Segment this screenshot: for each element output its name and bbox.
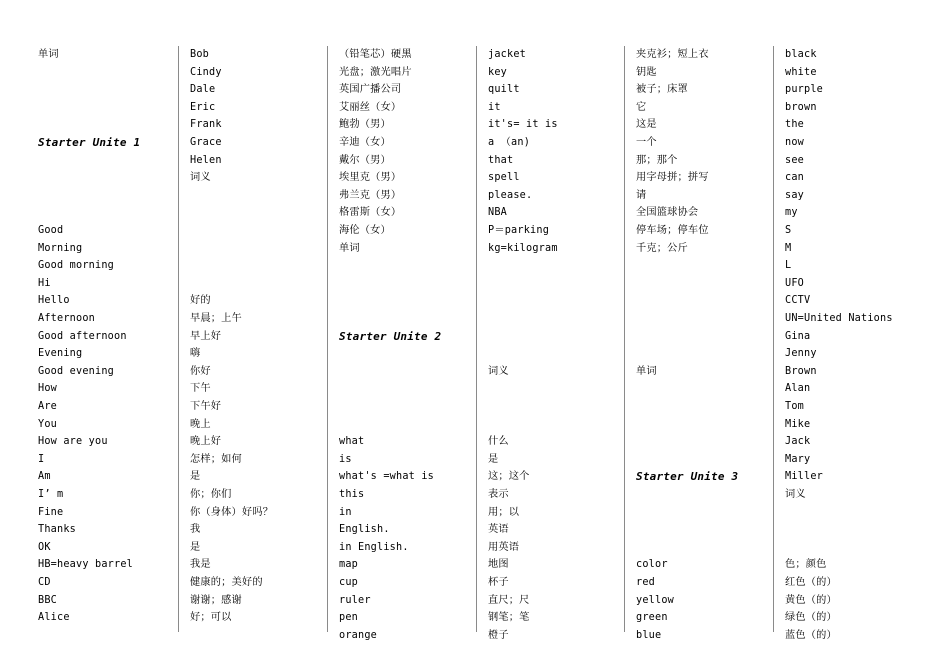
vocab-cell: 怎样；如何	[190, 453, 242, 465]
vocab-cell: what	[339, 436, 365, 448]
vocab-cell: quilt	[488, 84, 520, 96]
vocab-cell: 早上好	[190, 330, 222, 342]
vocab-cell: 嗨	[190, 348, 201, 360]
unit-heading: Starter Unite 2	[339, 329, 442, 343]
vocab-cell: 你（身体）好吗？	[190, 506, 274, 518]
vocab-cell: Fine	[38, 506, 64, 518]
column-6	[773, 46, 933, 641]
vocab-cell: 那；那个	[636, 154, 678, 166]
vocab-cell: purple	[785, 84, 824, 96]
vocab-cell: CD	[38, 577, 51, 588]
vocab-cell: 健康的；美好的	[190, 577, 263, 588]
vocab-cell: Gina	[785, 330, 811, 342]
vocab-cell: Jack	[785, 436, 811, 448]
vocab-cell: 辛迪（女）	[339, 137, 391, 148]
vocab-cell: Eric	[190, 101, 216, 113]
vocab-cell: 戴尔（男）	[339, 154, 391, 166]
vocab-cell: 地图	[488, 559, 509, 571]
vocab-cell: 我是	[190, 559, 211, 571]
vocab-cell: Alan	[785, 383, 811, 395]
vocab-cell: 停车场；停车位	[636, 225, 709, 236]
vocab-cell: 晚上好	[190, 436, 222, 448]
vocab-cell: see	[785, 154, 805, 166]
column-3	[327, 46, 475, 641]
vocab-cell: Am	[38, 471, 51, 483]
unit-heading: Starter Unite 1	[38, 136, 141, 149]
vocab-cell: Good afternoon	[38, 330, 127, 342]
vocab-cell: Brown	[785, 365, 817, 377]
vocab-cell: 英国广播公司	[339, 84, 402, 96]
vocab-cell: Hi	[38, 277, 51, 289]
vocab-cell: it	[488, 101, 501, 113]
vocab-cell: 蓝色（的）	[785, 629, 837, 641]
vocab-cell: 全国篮球协会	[636, 207, 699, 219]
vocab-cell: Mary	[785, 453, 811, 465]
vocab-cell: 杯子	[488, 577, 509, 588]
vocab-cell: a （an)	[488, 137, 531, 148]
vocab-cell: You	[38, 418, 58, 430]
vocab-cell: 鲍勃（男）	[339, 119, 391, 131]
vocab-cell: 下午	[190, 383, 211, 395]
vocab-cell: 海伦（女）	[339, 225, 391, 236]
vocab-cell: say	[785, 189, 805, 201]
vocab-cell: orange	[339, 629, 378, 641]
vocab-cell: UFO	[785, 277, 805, 289]
vocab-cell: Helen	[190, 154, 222, 166]
vocab-cell: please.	[488, 189, 533, 201]
vocab-cell: 绿色（的）	[785, 612, 837, 624]
vocab-cell: 红色（的）	[785, 577, 837, 588]
vocab-cell: 用英语	[488, 541, 520, 553]
vocab-cell: 词义	[190, 172, 211, 184]
vocab-cell: Tom	[785, 401, 805, 412]
vocab-cell: Dale	[190, 84, 216, 96]
vocab-cell: what's =what is	[339, 471, 435, 483]
column-4	[476, 46, 624, 641]
vocab-cell: 夹克衫；短上衣	[636, 49, 709, 60]
vocab-cell: color	[636, 559, 668, 571]
vocab-cell: that	[488, 154, 514, 166]
vocab-cell: can	[785, 172, 805, 184]
vocab-cell: 格雷斯（女）	[339, 207, 402, 219]
vocab-cell: I’ m	[38, 489, 64, 500]
column-5	[624, 46, 772, 641]
vocab-cell: 什么	[488, 436, 509, 448]
vocab-cell: spell	[488, 172, 520, 184]
vocab-cell: 英语	[488, 524, 509, 536]
vocab-cell: How are you	[38, 436, 108, 448]
vocab-cell: UN=United Nations	[785, 313, 893, 324]
vocab-cell: map	[339, 559, 359, 571]
vocab-cell: 单词	[38, 49, 59, 60]
vocab-cell: 光盘；激光唱片	[339, 66, 412, 78]
vocab-cell: jacket	[488, 49, 527, 60]
vocab-cell: 你；你们	[190, 489, 232, 500]
vocab-cell: HB=heavy barrel	[38, 559, 134, 571]
vocab-cell: Bob	[190, 49, 210, 60]
vocab-cell: 弗兰克（男）	[339, 189, 402, 201]
vocab-cell: OK	[38, 541, 51, 553]
vocab-cell: is	[339, 453, 352, 465]
vocab-cell: L	[785, 260, 792, 272]
vocab-cell: kg=kilogram	[488, 242, 558, 254]
vocab-cell: brown	[785, 101, 817, 113]
vocab-cell: 千克；公斤	[636, 242, 688, 254]
vocab-cell: 这；这个	[488, 471, 530, 483]
vocab-cell: the	[785, 119, 805, 131]
vocab-cell: 早晨；上午	[190, 313, 242, 324]
vocab-cell: Mike	[785, 418, 811, 430]
vocab-cell: 单词	[636, 365, 657, 377]
vocab-cell: Thanks	[38, 524, 77, 536]
vocab-cell: in	[339, 506, 352, 518]
vocab-cell: 用字母拼；拼写	[636, 172, 709, 184]
vocab-cell: 橙子	[488, 629, 509, 641]
vocab-cell: this	[339, 489, 365, 500]
vocab-cell: 钢笔；笔	[488, 612, 530, 624]
vocab-cell: black	[785, 49, 817, 60]
vocab-cell: 被子；床罩	[636, 84, 688, 96]
vocab-cell: 晚上	[190, 418, 211, 430]
vocab-cell: 我	[190, 524, 201, 536]
vocab-cell: NBA	[488, 207, 508, 219]
vocab-cell: 好的	[190, 295, 211, 307]
vocab-cell: 黄色（的）	[785, 594, 837, 606]
column-1	[38, 46, 176, 632]
vocab-cell: my	[785, 207, 798, 219]
column-2	[178, 46, 326, 632]
vocab-cell: green	[636, 612, 668, 624]
vocab-cell: white	[785, 66, 817, 78]
vocab-cell: 单词	[339, 242, 360, 254]
vocab-cell: M	[785, 242, 792, 254]
vocab-cell: 表示	[488, 489, 509, 500]
vocab-cell: key	[488, 66, 508, 78]
vocab-cell: Good morning	[38, 260, 115, 272]
vocab-cell: English.	[339, 524, 390, 536]
vocab-cell: 钥匙	[636, 66, 657, 78]
vocab-cell: 你好	[190, 365, 211, 377]
vocab-cell: Cindy	[190, 66, 222, 78]
vocab-cell: 埃里克（男）	[339, 172, 402, 184]
vocab-cell: 一个	[636, 137, 657, 148]
vocab-cell: 谢谢；感谢	[190, 594, 242, 606]
vocab-cell: 用；以	[488, 506, 520, 518]
vocab-cell: Morning	[38, 242, 83, 254]
vocab-cell: 这是	[636, 119, 657, 131]
vocab-cell: CCTV	[785, 295, 811, 307]
vocab-cell: 是	[190, 541, 201, 553]
vocab-cell: 它	[636, 101, 647, 113]
vocab-cell: 词义	[785, 489, 806, 500]
vocab-cell: ruler	[339, 594, 371, 606]
unit-heading: Starter Unite 3	[636, 470, 739, 484]
vocab-cell: 好；可以	[190, 612, 232, 624]
vocab-cell: Miller	[785, 471, 824, 483]
vocab-cell: Are	[38, 401, 58, 412]
vocab-cell: How	[38, 383, 58, 395]
vocab-cell: Afternoon	[38, 313, 96, 324]
vocab-cell: red	[636, 577, 656, 588]
vocab-cell: 艾丽丝（女）	[339, 101, 402, 113]
vocab-cell: it's= it is	[488, 119, 558, 131]
vocab-cell: pen	[339, 612, 359, 624]
vocab-cell: Evening	[38, 348, 83, 360]
vocab-cell: I	[38, 453, 45, 465]
vocab-cell: 色；颜色	[785, 559, 827, 571]
vocab-cell: yellow	[636, 594, 675, 606]
vocab-cell: in English.	[339, 541, 409, 553]
vocab-cell: Good	[38, 225, 64, 236]
vocab-cell: Alice	[38, 612, 70, 624]
vocab-cell: Hello	[38, 295, 70, 307]
vocab-cell: 下午好	[190, 401, 222, 412]
vocab-cell: S	[785, 225, 792, 236]
vocab-cell: blue	[636, 629, 662, 641]
vocab-cell: 直尺；尺	[488, 594, 530, 606]
vocab-cell: cup	[339, 577, 359, 588]
vocab-cell: now	[785, 137, 805, 148]
vocab-cell: （铅笔芯）硬黑	[339, 49, 412, 60]
vocab-cell: Frank	[190, 119, 222, 131]
vocab-cell: 是	[488, 453, 499, 465]
vocab-cell: 词义	[488, 365, 509, 377]
vocab-cell: Good evening	[38, 365, 115, 377]
vocab-cell: BBC	[38, 594, 58, 606]
vocab-cell: Grace	[190, 137, 222, 148]
vocab-cell: Jenny	[785, 348, 817, 360]
vocab-cell: 请	[636, 189, 647, 201]
vocab-cell: P＝parking	[488, 225, 550, 236]
vocab-cell: 是	[190, 471, 201, 483]
